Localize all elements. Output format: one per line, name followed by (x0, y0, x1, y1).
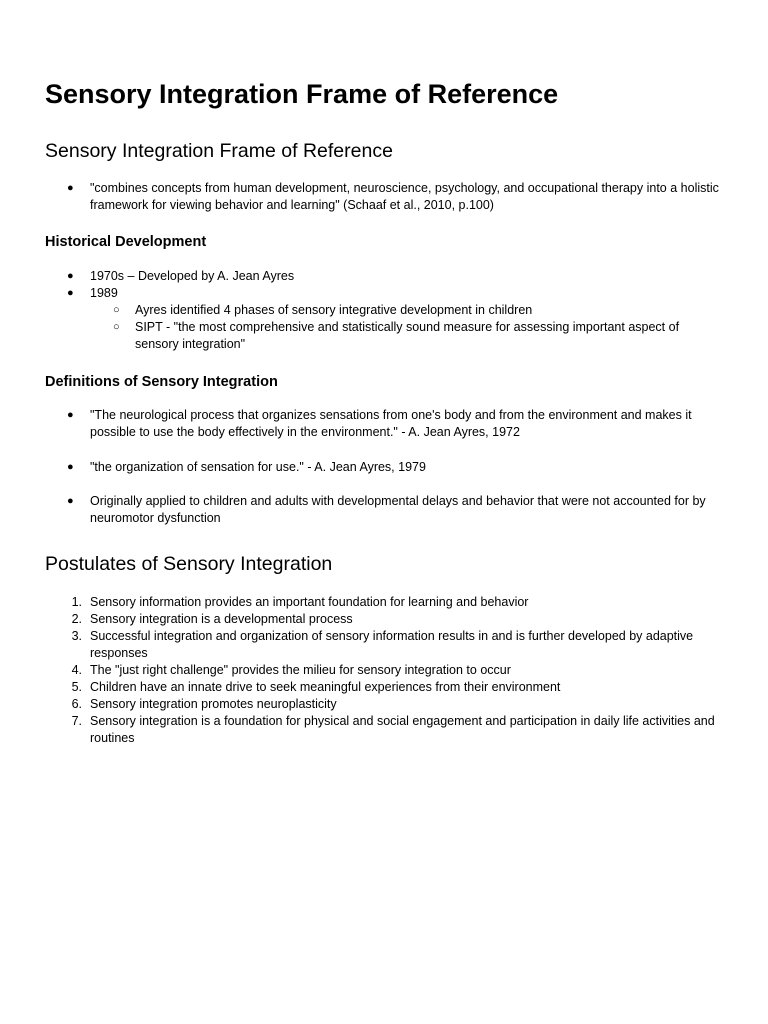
bullet-marker: ● (67, 409, 74, 421)
bullet-marker: ● (67, 182, 74, 194)
list-item: Sensory integration promotes neuroplasticity (90, 697, 337, 711)
sub-bullet-marker: ○ (113, 304, 120, 316)
subheading-definitions: Definitions of Sensory Integration (45, 374, 278, 390)
list-number: 7. (71, 714, 82, 728)
list-number: 4. (71, 663, 82, 677)
list-item: Children have an innate drive to seek meaningful experiences from their environment (90, 680, 561, 694)
bullet-text: "combines concepts from human development, neuroscience, psychology, and occupational therapy into a holistic framework for viewing behavior and learning" (Schaaf et al., 2010, p.100) (90, 181, 719, 212)
bullet-marker: ● (67, 461, 74, 473)
bullet-text: "The neurological process that organizes sensations from one's body and from the environment and makes it possible to use the body effectively in the environment." - A. Jean Ayres, 1972 (90, 408, 692, 439)
bullet-text: 1970s – Developed by A. Jean Ayres (90, 269, 295, 283)
bullet-text: "the organization of sensation for use." - A. Jean Ayres, 1979 (90, 460, 426, 474)
section-heading-frame-of-reference: Sensory Integration Frame of Reference (45, 140, 393, 162)
sub-bullet-text: Ayres identified 4 phases of sensory integrative development in children (135, 303, 533, 317)
list-number: 1. (71, 595, 82, 609)
section-heading-postulates: Postulates of Sensory Integration (45, 553, 333, 575)
sub-bullet-text: SIPT - "the most comprehensive and statistically sound measure for assessing important aspect of sensory integration" (135, 320, 680, 351)
bullet-text: 1989 (90, 286, 118, 300)
bullet-marker: ● (67, 270, 74, 282)
list-item: Sensory integration is a foundation for physical and social engagement and participation in daily life activities and routines (90, 714, 715, 745)
list-item: Sensory integration is a developmental process (90, 612, 353, 626)
list-number: 6. (71, 697, 82, 711)
bullet-marker: ● (67, 495, 74, 507)
bullet-marker: ● (67, 287, 74, 299)
list-number: 5. (71, 680, 82, 694)
subheading-historical-development: Historical Development (45, 234, 207, 250)
list-item: Successful integration and organization of sensory information results in and is further developed by adaptive responses (90, 629, 694, 660)
list-number: 2. (71, 612, 82, 626)
page-title: Sensory Integration Frame of Reference (45, 79, 559, 109)
sub-bullet-marker: ○ (113, 321, 120, 333)
list-item: The "just right challenge" provides the milieu for sensory integration to occur (90, 663, 511, 677)
bullet-text: Originally applied to children and adults with developmental delays and behavior that were not accounted for by neuromotor dysfunction (90, 494, 706, 525)
list-number: 3. (71, 629, 82, 643)
list-item: Sensory information provides an important foundation for learning and behavior (90, 595, 529, 609)
